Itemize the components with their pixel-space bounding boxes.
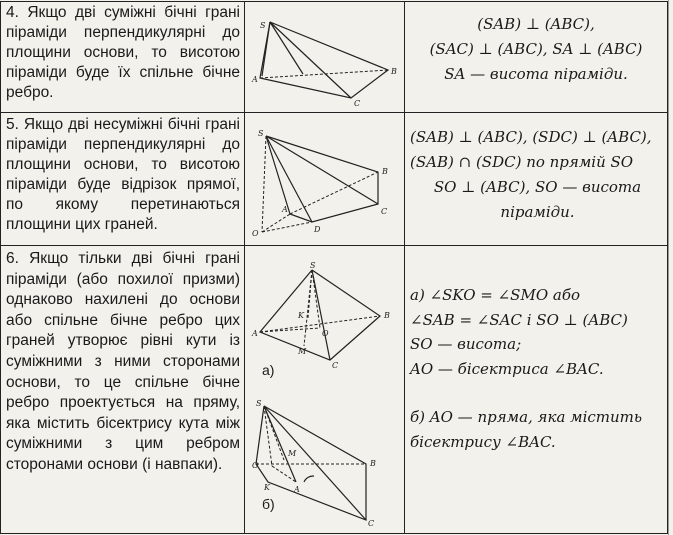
table-border-left <box>0 1 1 534</box>
result-line: піраміди. <box>500 203 575 221</box>
vertex-label: S <box>260 21 266 30</box>
result-line: SO — висота; <box>410 335 522 353</box>
vertex-label: C <box>332 361 339 370</box>
vertex-label: O <box>252 229 259 238</box>
rule-text: Якщо дві суміжні бічні грані піраміди перпендикулярні до площини основи, то висотою піраміди буде їх спільне бічне ребро. <box>6 4 241 101</box>
apothem-line <box>304 270 312 346</box>
vertex-label: M <box>288 449 297 458</box>
result-line: (SAB) ∩ (SDC) по прямій SO <box>410 153 634 171</box>
rule-text: Якщо дві несуміжні бічні грані піраміди перпендикулярні до площини основи, то висотою піраміди буде відрізок прямої, по якому перетинаються площини цих граней. <box>6 116 240 233</box>
hidden-edge <box>260 70 388 78</box>
pyramid-edge <box>264 406 296 482</box>
rule-text: Якщо тільки дві бічні грані піраміди (або похилої призми) однаково нахилені до основи або спільне бічне ребро цих граней утворює рівні кути із суміжними з ними сторонами основи, то це спільне бічне ребро проектується на пряму, яка містить бісектрису кута між суміжними з цим ребром сторонами основи (і навпаки). <box>6 250 240 473</box>
angle-mark <box>304 476 314 482</box>
vertex-label: A <box>282 205 288 214</box>
vertex-label: S <box>310 261 316 270</box>
pyramid-edge <box>260 22 388 98</box>
vertex-label: O <box>322 329 329 338</box>
vertex-label: B <box>370 459 376 468</box>
column-divider <box>404 1 405 534</box>
result-line: б) AO — пряма, яка містить <box>410 408 643 426</box>
vertex-label: K <box>298 311 304 320</box>
rule-number: 4. <box>6 4 19 21</box>
height-line <box>262 136 266 232</box>
result-line: (SAC) ⊥ (ABC), SA ⊥ (ABC) <box>429 40 643 58</box>
result-line: (SAB) ⊥ (ABC), <box>477 15 595 33</box>
vertex-label: M <box>298 347 307 356</box>
vertex-label: S <box>256 399 262 408</box>
pyramid-edge <box>266 136 378 204</box>
result-6a <box>410 283 665 381</box>
graph-paper-margin <box>668 0 673 535</box>
pyramid-edge <box>264 406 366 520</box>
result-4 <box>410 12 662 87</box>
hidden-edge <box>262 214 290 232</box>
result-5 <box>410 125 665 225</box>
vertex-label: B <box>384 311 390 320</box>
rule-text-4 <box>6 3 240 103</box>
result-line: AO — бісектриса ∠BAC. <box>410 359 604 378</box>
figure-b-label: б) <box>262 496 275 512</box>
vertex-label: K <box>264 483 270 492</box>
row-divider <box>0 112 668 113</box>
result-line: (SAB) ⊥ (ABC), (SDC) ⊥ (ABC), <box>410 128 652 146</box>
vertex-label: C <box>368 519 375 526</box>
vertex-label: D <box>314 225 321 234</box>
vertex-label: O <box>252 461 259 470</box>
height-edge <box>262 22 270 76</box>
result-line: SA — висота піраміди. <box>444 65 628 83</box>
vertex-label: S <box>258 129 264 138</box>
result-line: бісектрису ∠BAC. <box>410 433 556 451</box>
result-line: ∠SAB = ∠SAC і SO ⊥ (ABC) <box>410 310 628 329</box>
vertex-label: A <box>294 485 300 494</box>
result-6b <box>410 405 665 455</box>
column-divider <box>244 1 245 534</box>
pyramid-edge <box>312 270 330 360</box>
hidden-edge <box>262 222 312 232</box>
hidden-edge <box>260 328 320 332</box>
pyramid-edge <box>260 270 380 360</box>
table-border-top <box>0 1 668 2</box>
rule-text-6 <box>6 249 240 476</box>
pyramid-figure-4 <box>248 10 400 108</box>
pyramid-edge <box>270 22 351 98</box>
vertex-label: A <box>252 75 258 84</box>
row-divider <box>0 245 668 246</box>
vertex-label: A <box>252 329 258 338</box>
rule-number: 6. <box>6 250 19 267</box>
rule-text-5 <box>6 115 240 235</box>
vertex-label: B <box>382 167 388 176</box>
rule-number: 5. <box>6 116 19 133</box>
pyramid-figure-6a <box>250 260 400 370</box>
vertex-label: C <box>354 99 361 108</box>
figure-a-label: а) <box>262 362 275 378</box>
vertex-label: B <box>391 67 397 76</box>
result-line: SO ⊥ (ABC), SO — висота <box>433 178 642 196</box>
result-line: а) ∠SKO = ∠SMO або <box>410 286 581 304</box>
vertex-label: C <box>381 207 388 216</box>
table-border-bottom <box>0 533 668 534</box>
table-border-right <box>667 1 668 534</box>
hidden-edge <box>260 316 380 332</box>
pyramid-figure-5 <box>248 122 400 240</box>
